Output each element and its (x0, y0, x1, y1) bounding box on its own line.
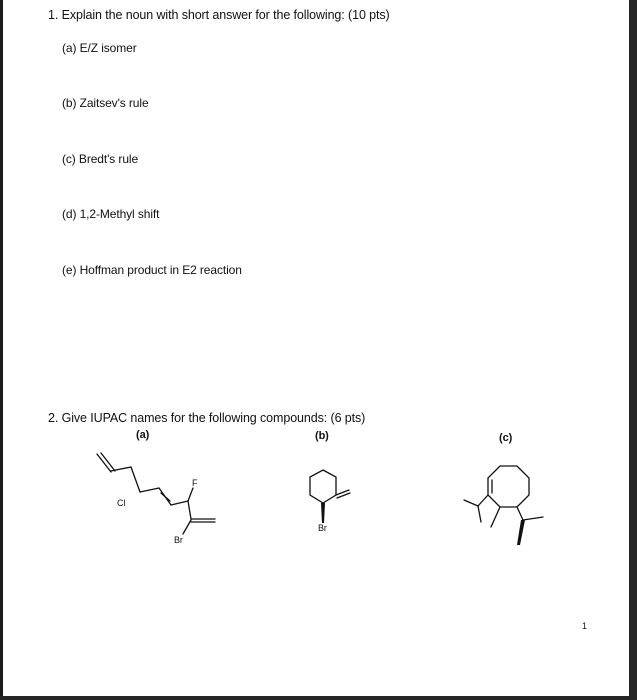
structure-c (3, 0, 629, 696)
atom-a-f: F (192, 478, 198, 488)
question-1-title: 1. Explain the noun with short answer for the following: (10 pts) (48, 8, 390, 22)
compound-label-c: (c) (499, 432, 513, 444)
atom-a-br: Br (174, 535, 183, 545)
question-1-item-c: (c) Bredt's rule (62, 152, 139, 166)
question-1-item-b: (b) Zaitsev's rule (62, 96, 149, 110)
question-2-title: 2. Give IUPAC names for the following compounds: (6 pts) (48, 411, 366, 425)
page-edge-bottom (0, 696, 637, 700)
question-1-item-a: (a) E/Z isomer (62, 41, 137, 55)
compound-label-b: (b) (315, 430, 329, 442)
compound-label-a: (a) (136, 429, 150, 441)
document-page (3, 0, 629, 696)
page-edge-right (629, 0, 637, 700)
page-number: 1 (582, 621, 587, 631)
atom-b-br: Br (318, 523, 327, 533)
question-1-item-d: (d) 1,2-Methyl shift (62, 207, 160, 221)
atom-a-cl: Cl (117, 498, 126, 508)
question-1-item-e: (e) Hoffman product in E2 reaction (62, 263, 242, 277)
